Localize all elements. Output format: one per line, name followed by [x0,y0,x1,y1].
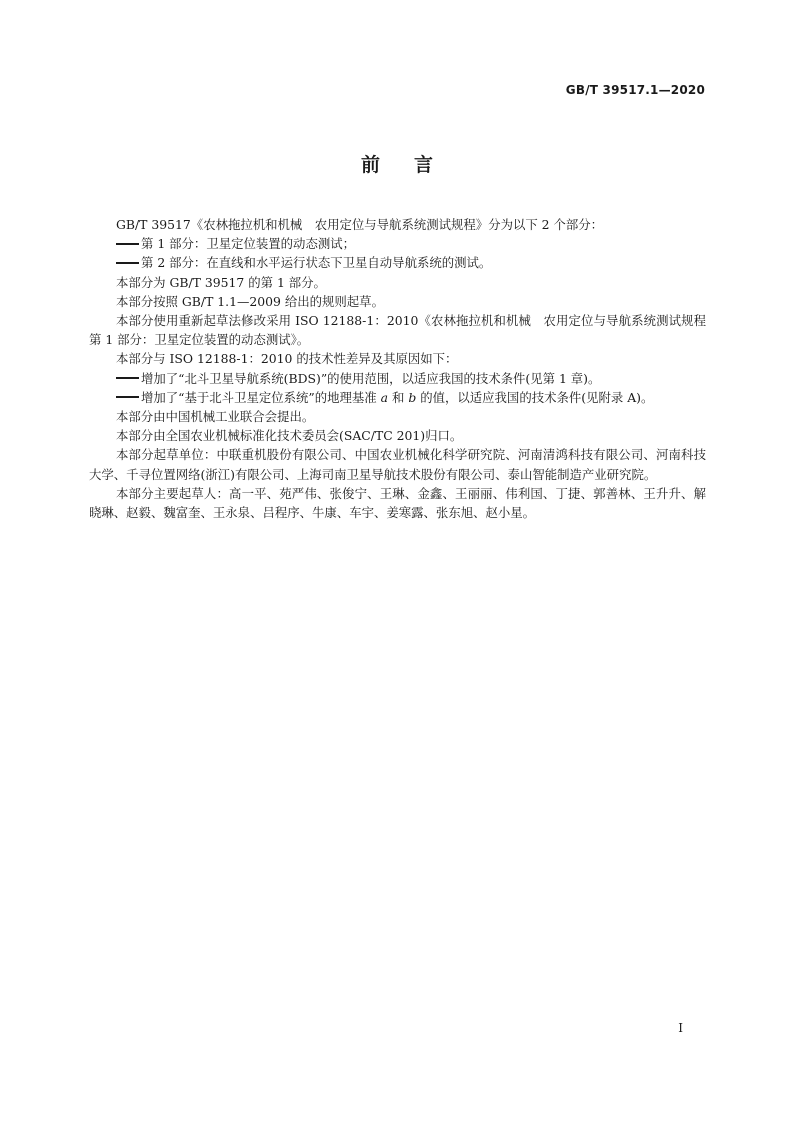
list-item-text: 增加了“北斗卫星导航系统(BDS)”的使用范围，以适应我国的技术条件(见第 1 章)。 [141,370,601,386]
paragraph-proposer: 本部分由中国机械工业联合会提出。 [116,409,315,425]
page-number: I [678,1021,683,1035]
paragraph-drafters: 本部分主要起草人：高一平、苑严伟、张俊宁、王琳、金鑫、王丽丽、伟利国、丁捷、郭善林、王升升、解晓琳、赵毅、魏富奎、王永泉、吕程序、牛康、车宇、姜寒露、张东旭、赵小星。 [89,485,706,521]
dash-marker [116,377,139,379]
list-item-part-2 [89,253,706,272]
dash-marker [116,243,139,245]
paragraph-adoption: 本部分使用重新起草法修改采用 ISO 12188-1：2010《农林拖拉机和机械 农用定位与导航系统测试规程 第 1 部分：卫星定位装置的动态测试》。 [89,313,719,348]
paragraph-this-part: 本部分为 GB/T 39517 的第 1 部分。 [116,274,326,290]
paragraph-differences-intro: 本部分与 ISO 12188-1：2010 的技术性差异及其原因如下： [116,351,458,367]
paragraph-drafting-units: 本部分起草单位：中联重机股份有限公司、中国农业机械化科学研究院、河南清鸿科技有限公司、河南科技大学、千寻位置网络(浙江)有限公司、上海司南卫星导航技术股份有限公司、泰山智能制造产业研究院。 [89,447,706,482]
variable-a: a [380,389,389,405]
paragraph-committee: 本部分由全国农业机械标准化技术委员会(SAC/TC 201)归口。 [116,428,463,444]
variable-b: b [408,389,417,405]
paragraph-drafting-rules: 本部分按照 GB/T 1.1—2009 给出的规则起草。 [116,293,384,309]
paragraph-parts-intro: GB/T 39517《农林拖拉机和机械 农用定位与导航系统测试规程》分为以下 2 个部分： [116,217,604,232]
list-item-text: 的值，以适应我国的技术条件(见附录 A)。 [416,389,654,405]
list-item-text: 第 1 部分：卫星定位装置的动态测试； [141,236,356,252]
dash-marker [116,262,139,264]
list-item-difference-1 [89,369,706,388]
list-item-difference-2 [89,388,706,407]
list-item-text: 第 2 部分：在直线和水平运行状态下卫星自动导航系统的测试。 [141,255,492,271]
list-item-text: 增加了“基于北斗卫星定位系统”的地理基准 [141,389,381,405]
page-title: 前言 [360,154,467,176]
standard-number: GB/T 39517.1—2020 [565,83,705,97]
list-item-part-1 [89,234,706,253]
dash-marker [116,396,139,398]
list-item-text: 和 [388,389,409,405]
foreword-body [89,215,719,522]
